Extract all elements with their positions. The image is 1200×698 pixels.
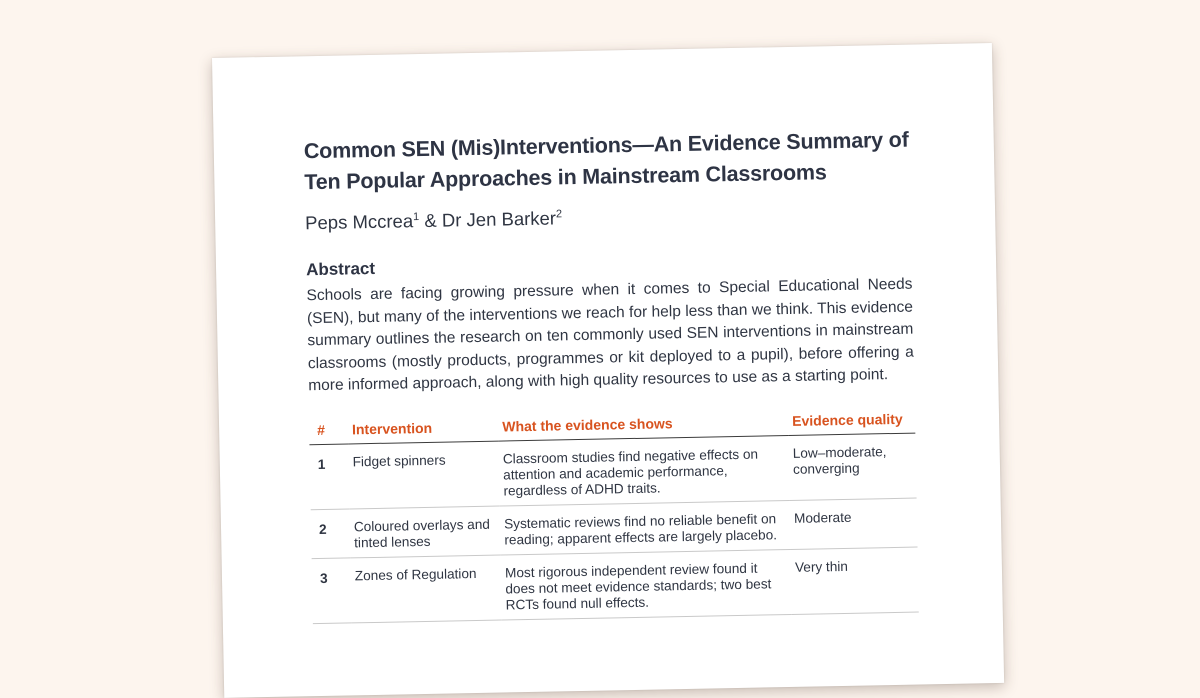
header-intervention: Intervention bbox=[348, 418, 499, 443]
author-affiliation: 1 bbox=[412, 211, 420, 224]
table-row bbox=[312, 547, 919, 624]
abstract-text: Schools are facing growing pressure when it comes to Special Educational Needs (SEN), but many of the interventions we reach for help less than we think. This evidence summary outlines the research on ten commonly used SEN interventions in mainstream classrooms (mostly products, programmes or kit deployed to a pupil), before offering a more informed approach, along with high quality resources to use as a starting point. bbox=[306, 275, 914, 395]
paper-content bbox=[304, 125, 919, 624]
author-separator: & bbox=[419, 209, 443, 232]
author-affiliation: 2 bbox=[555, 208, 563, 221]
table-row bbox=[309, 433, 916, 510]
header-evidence: What the evidence shows bbox=[498, 413, 788, 441]
row-intervention: Zones of Regulation bbox=[350, 555, 502, 623]
paper-title: Common SEN (Mis)Interventions—An Evidence Summary of Ten Popular Approaches in Mainstream Classrooms bbox=[303, 127, 909, 195]
evidence-table bbox=[309, 410, 919, 624]
author-list bbox=[305, 201, 911, 235]
abstract-heading: Abstract bbox=[305, 258, 376, 280]
row-evidence: Systematic reviews find no reliable benefit on reading; apparent effects are largely placebo. bbox=[500, 500, 791, 555]
row-quality: Moderate bbox=[790, 498, 918, 549]
row-quality: Very thin bbox=[791, 547, 919, 614]
header-quality: Evidence quality bbox=[788, 410, 915, 435]
row-num: 2 bbox=[311, 508, 351, 558]
paper-page bbox=[212, 43, 1004, 698]
row-evidence: Most rigorous independent review found it does not meet evidence standards; two best RCTs found null effects. bbox=[501, 549, 792, 620]
row-intervention: Fidget spinners bbox=[348, 441, 500, 509]
row-intervention: Coloured overlays and tinted lenses bbox=[350, 506, 501, 558]
row-num: 1 bbox=[309, 443, 349, 509]
row-quality: Low–moderate, converging bbox=[788, 433, 916, 500]
author-name: Peps Mccrea bbox=[304, 210, 414, 234]
author-name: Dr Jen Barker bbox=[441, 207, 557, 231]
row-evidence: Classroom studies find negative effects on attention and academic performance, regardless of ADHD traits. bbox=[499, 435, 790, 506]
header-num: # bbox=[309, 421, 348, 444]
row-num: 3 bbox=[312, 557, 352, 623]
